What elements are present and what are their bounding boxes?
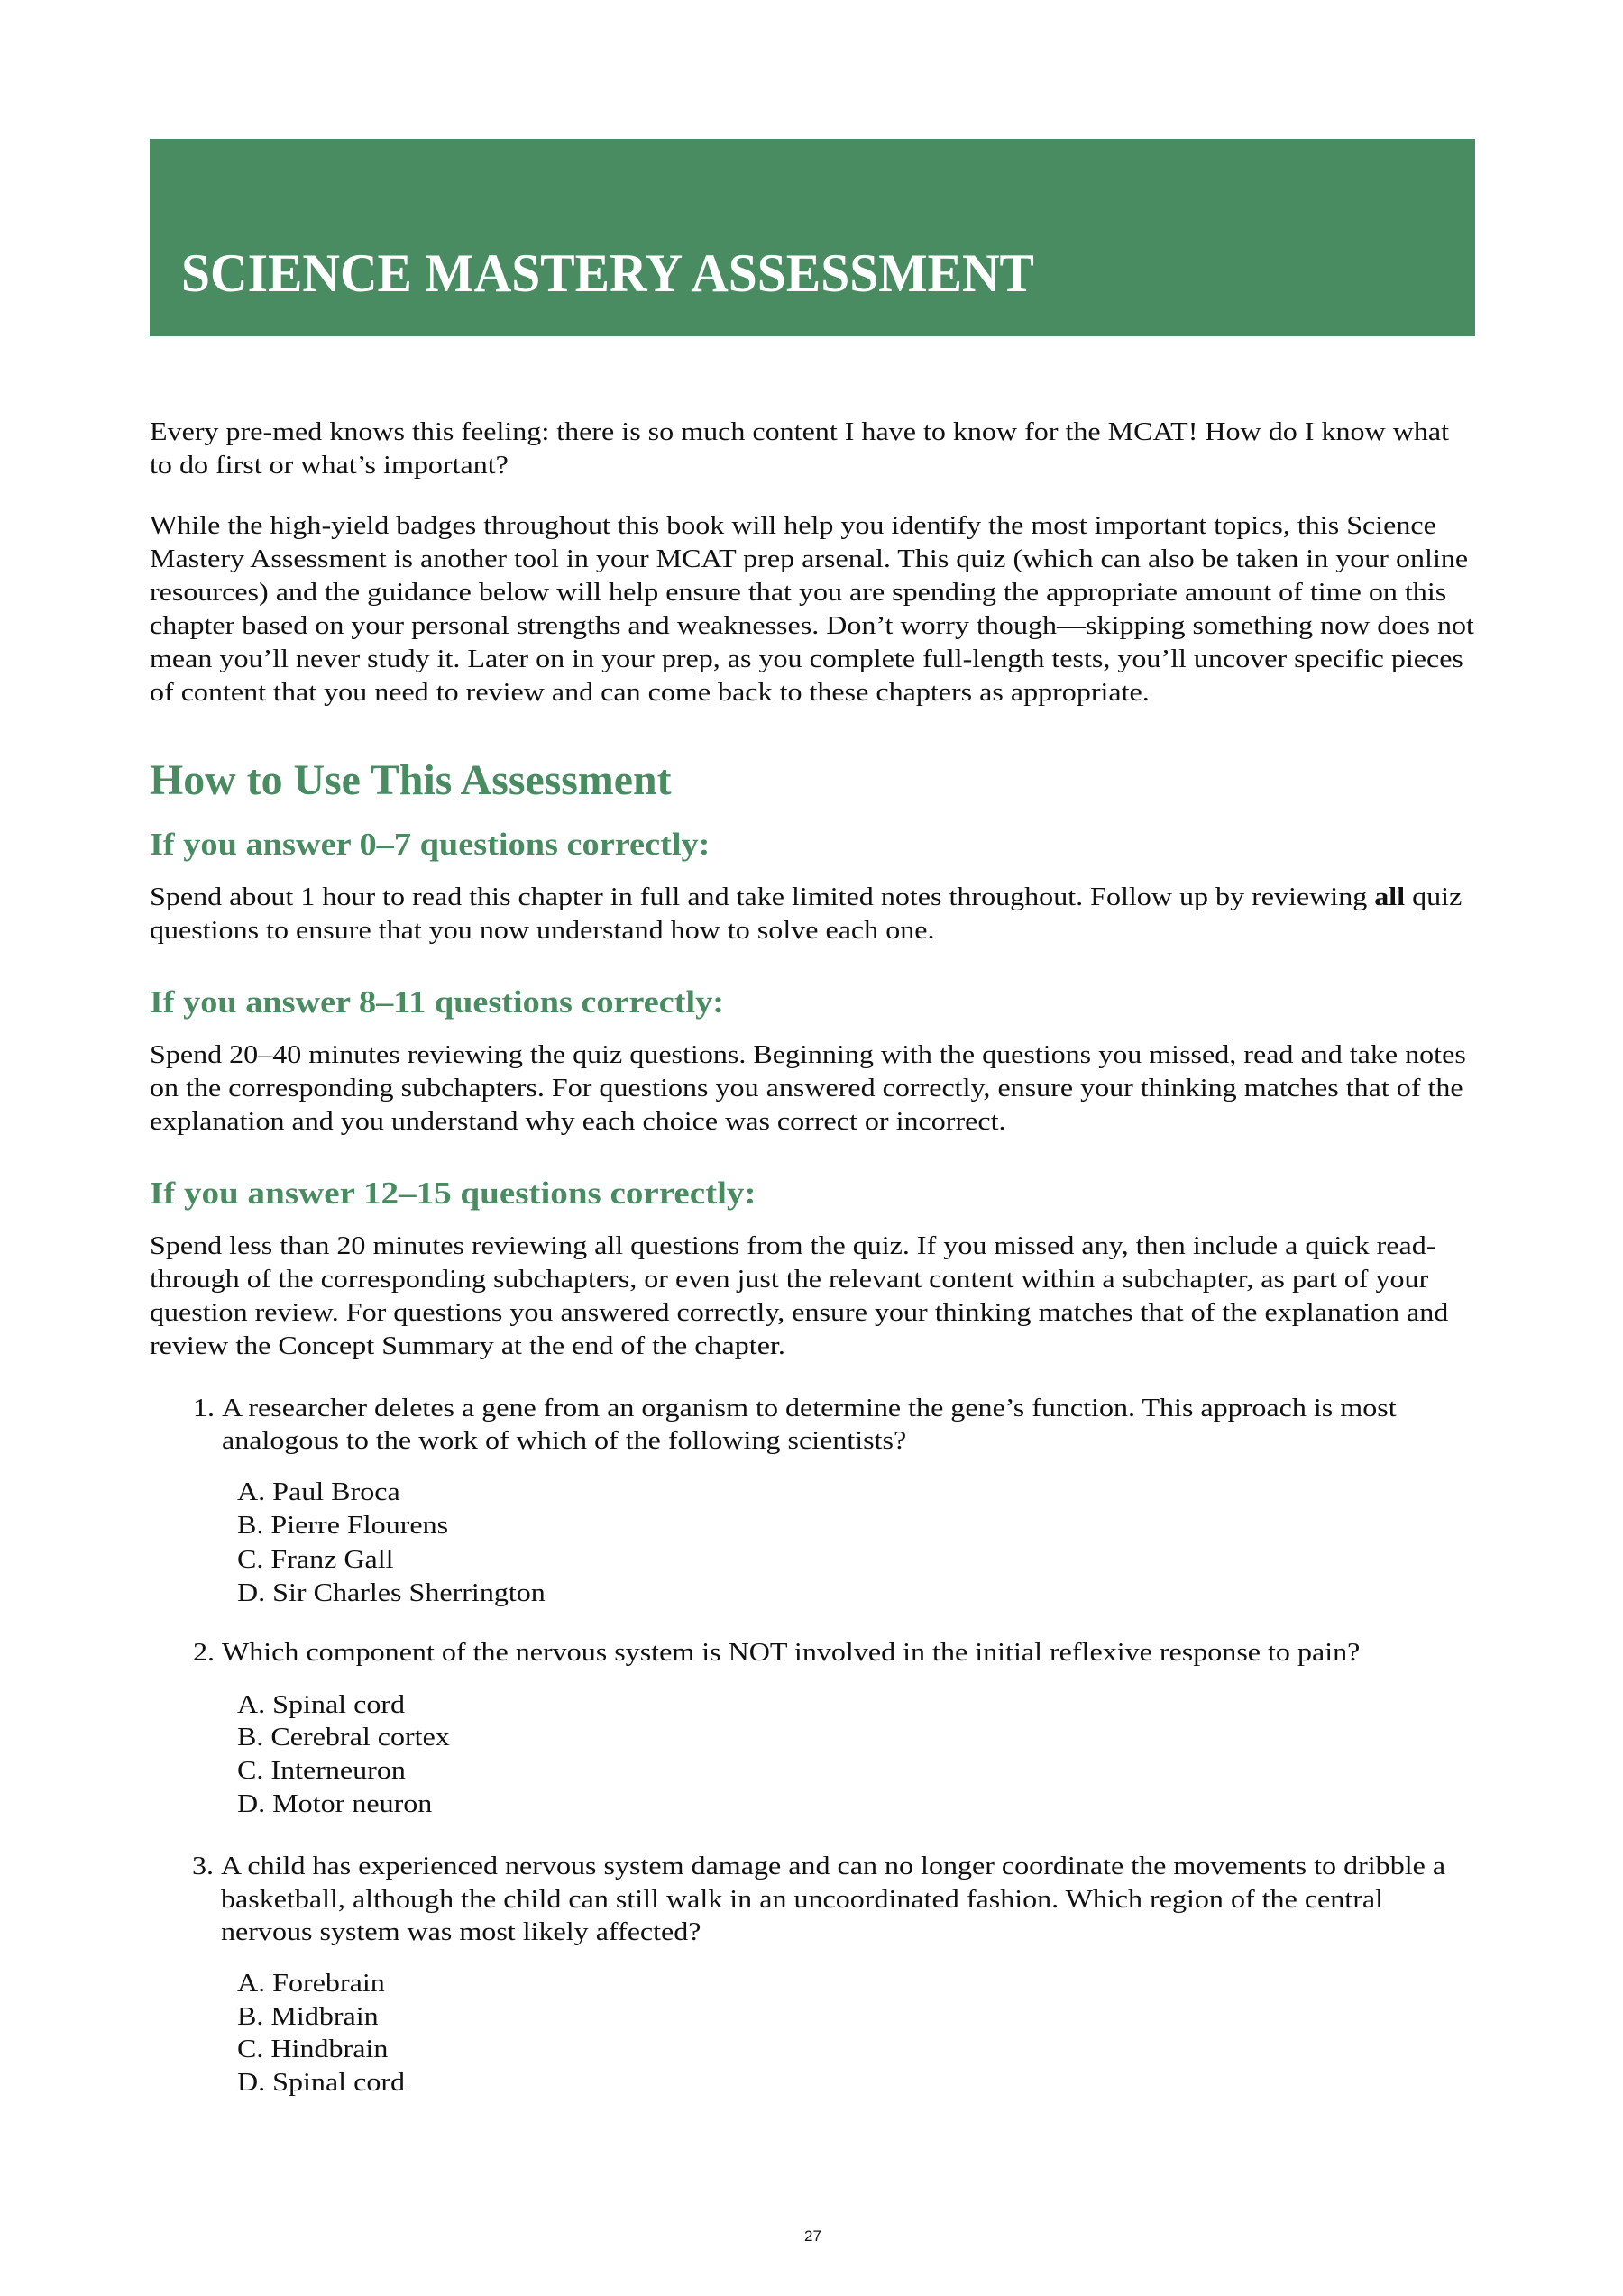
intro-paragraph-2-line: While the high-yield badges throughout this book will help you identify the most important topics, this Science [150, 512, 1436, 540]
question-number: 1. [193, 1395, 215, 1422]
option-letter: B. [237, 1724, 264, 1752]
answer-option-a[interactable] [237, 1480, 400, 1505]
intro-paragraph-2-line: Mastery Assessment is another tool in your MCAT prep arsenal. This quiz (which can also be taken in your online [150, 545, 1469, 573]
option-text: Spinal cord [272, 1691, 406, 1719]
section-12-15-line: question review. For questions you answered correctly, ensure your thinking matches that of the explanation and [150, 1299, 1449, 1327]
section-banner [150, 139, 1475, 336]
option-letter: D. [237, 1790, 266, 1818]
question-text-line: nervous system was most likely affected? [221, 1918, 701, 1946]
intro-paragraph-2-line: mean you’ll never study it. Later on in your prep, as you complete full-length tests, you’ll uncover specific pieces [150, 645, 1463, 673]
option-text: Midbrain [270, 2003, 379, 2031]
question-number: 2. [193, 1639, 215, 1667]
section-8-11-line: explanation and you understand why each choice was correct or incorrect. [150, 1108, 1006, 1136]
intro-paragraph-2-line: resources) and the guidance below will help ensure that you are spending the appropriate amount of time on this [150, 579, 1447, 607]
page-title: SCIENCE MASTERY ASSESSMENT [181, 243, 1034, 303]
section-12-15-line: through of the corresponding subchapters, or even just the relevant content within a subchapter, as part of your [150, 1266, 1429, 1294]
option-letter: C. [237, 1757, 264, 1785]
option-text: Sir Charles Sherrington [272, 1579, 546, 1607]
option-letter: B. [237, 2003, 264, 2031]
section-12-15-line: Spend less than 20 minutes reviewing all questions from the quiz. If you missed any, then include a quick read- [150, 1232, 1436, 1260]
question-number: 3. [192, 1852, 215, 1880]
option-letter: A. [237, 1691, 266, 1719]
answer-option-b[interactable] [237, 1514, 448, 1539]
question-text-line: A child has experienced nervous system damage and can no longer coordinate the movements to dribble a [221, 1852, 1446, 1880]
answer-option-d[interactable] [237, 1581, 546, 1606]
option-letter: A. [237, 1478, 266, 1506]
question-text-line: basketball, although the child can still walk in an uncoordinated fashion. Which region of the central [221, 1886, 1383, 1914]
answer-option-a[interactable] [237, 1971, 385, 1997]
option-text: Spinal cord [272, 2069, 406, 2097]
option-text: Forebrain [272, 1970, 385, 1998]
option-text: Motor neuron [272, 1790, 433, 1818]
intro-paragraph-2-line: chapter based on your personal strengths and weaknesses. Don’t worry though—skipping something now does not [150, 612, 1474, 640]
answer-option-c[interactable] [237, 2037, 388, 2063]
text: quiz [1405, 883, 1463, 911]
intro-paragraph-2-line: of content that you need to review and can come back to these chapters as appropriate. [150, 679, 1150, 707]
section-12-15-line: review the Concept Summary at the end of the chapter. [150, 1332, 785, 1360]
option-text: Pierre Flourens [270, 1512, 449, 1540]
text: questions to ensure that you now understand how to solve each one. [150, 917, 935, 945]
subheading-0-7: If you answer 0–7 questions correctly: [150, 827, 711, 862]
option-text: Franz Gall [270, 1546, 394, 1574]
answer-option-d[interactable] [237, 2071, 405, 2096]
option-letter: C. [237, 2035, 264, 2063]
question-text-line: A researcher deletes a gene from an organism to determine the gene’s function. This approach is most [222, 1395, 1397, 1422]
page-number: 27 [804, 2227, 821, 2245]
section-0-7-line [150, 885, 1462, 910]
question-text-line: analogous to the work of which of the following scientists? [222, 1427, 907, 1455]
option-text: Hindbrain [270, 2035, 389, 2063]
option-letter: B. [237, 1512, 264, 1540]
answer-option-d[interactable] [237, 1792, 432, 1817]
option-text: Interneuron [270, 1757, 406, 1785]
text: Spend about 1 hour to read this chapter in full and take limited notes throughout. Follow up by reviewing [150, 883, 1375, 911]
subheading-8-11: If you answer 8–11 questions correctly: [150, 984, 724, 1020]
section-0-7-line [150, 919, 934, 944]
answer-option-b[interactable] [237, 2005, 379, 2030]
question-text-line: Which component of the nervous system is NOT involved in the initial reflexive response to pain? [222, 1639, 1361, 1667]
subheading-12-15: If you answer 12–15 questions correctly: [150, 1175, 756, 1211]
option-text: Cerebral cortex [270, 1724, 450, 1752]
intro-paragraph-1-line: to do first or what’s important? [150, 452, 509, 480]
option-letter: D. [237, 2069, 266, 2097]
answer-option-a[interactable] [237, 1693, 405, 1718]
answer-option-c[interactable] [237, 1759, 406, 1784]
option-letter: A. [237, 1970, 266, 1998]
option-text: Paul Broca [272, 1478, 400, 1506]
intro-paragraph-1-line: Every pre-med knows this feeling: there is so much content I have to know for the MCAT! How do I know what [150, 418, 1449, 446]
answer-option-b[interactable] [237, 1725, 450, 1751]
emphasis-all: all [1374, 883, 1406, 911]
section-8-11-line: on the corresponding subchapters. For questions you answered correctly, ensure your thinking matches that of the [150, 1075, 1463, 1102]
option-letter: C. [237, 1546, 264, 1574]
section-8-11-line: Spend 20–40 minutes reviewing the quiz questions. Beginning with the questions you missed, read and take notes [150, 1041, 1466, 1069]
option-letter: D. [237, 1579, 266, 1607]
answer-option-c[interactable] [237, 1548, 394, 1573]
section-heading-how-to-use: How to Use This Assessment [150, 756, 672, 804]
